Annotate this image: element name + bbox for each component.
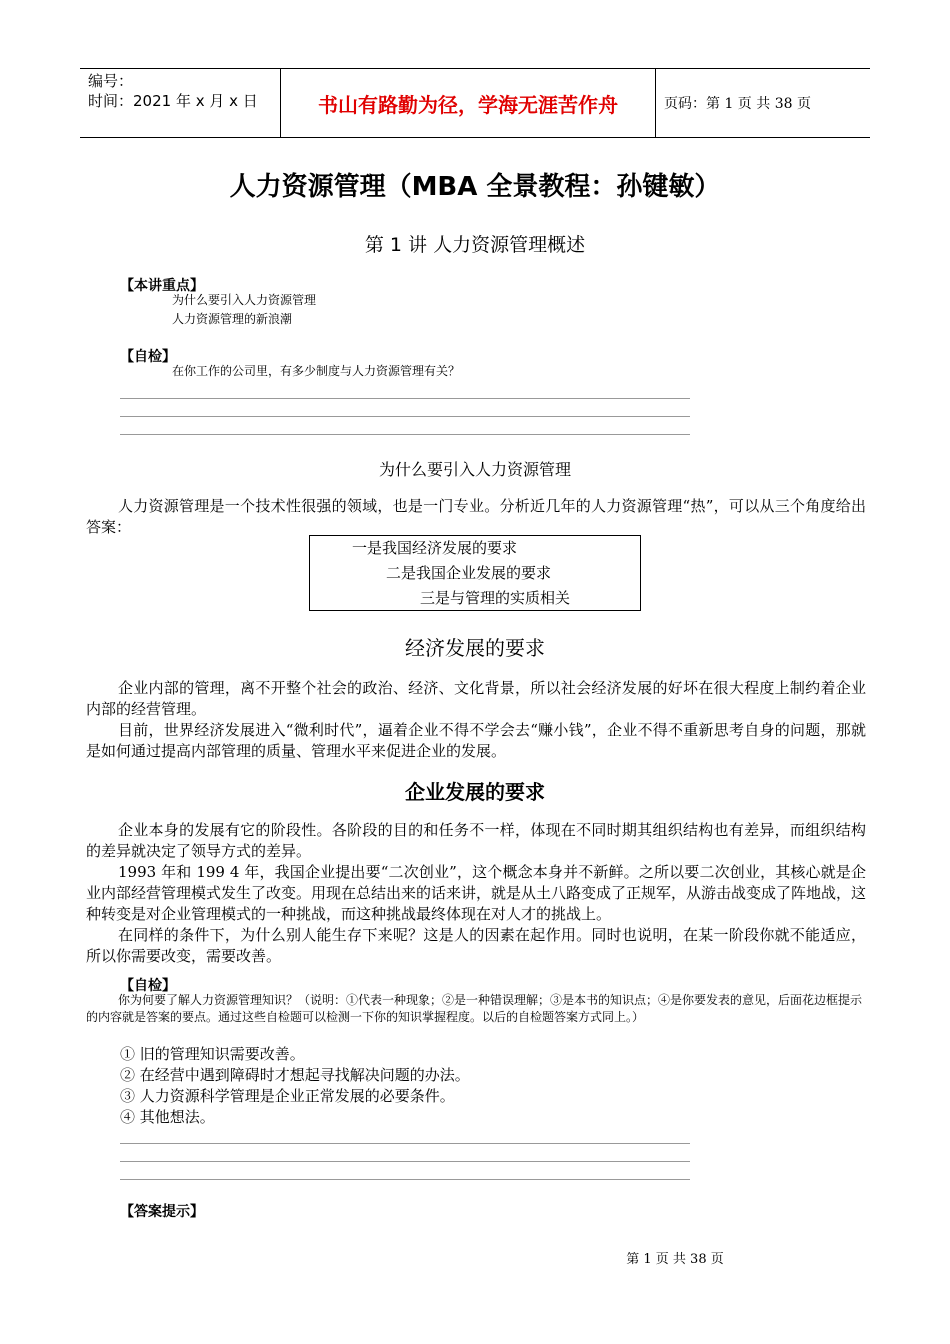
self-check-question: 你为何要了解人力资源管理知识？（说明：①代表一种现象；②是一种错误理解；③是本书的知识点；④是你要发表的意见，后面花边框提示的内容就是答案的要点。通过这些自检题可以检测一下你的知识掌握程度。以后的自检题答案方式同上。） bbox=[86, 993, 863, 1024]
option-item: ② 在经营中遇到障碍时才想起寻找解决问题的办法。 bbox=[120, 1066, 470, 1084]
section-paragraph: 在同样的条件下，为什么别人能生存下来呢？这是人的因素在起作用。同时也说明，在某一阶段你就不能适应，所以你需要改变，需要改善。 bbox=[86, 926, 866, 965]
section-heading-enterprise: 企业发展的要求 bbox=[405, 780, 545, 804]
page-header bbox=[80, 68, 870, 138]
self-check-question: 在你工作的公司里，有多少制度与人力资源管理有关？ bbox=[172, 364, 461, 378]
answer-line bbox=[120, 1143, 690, 1144]
key-points-label: 【本讲重点】 bbox=[120, 278, 204, 294]
option-item: ③ 人力资源科学管理是企业正常发展的必要条件。 bbox=[120, 1087, 455, 1105]
reasons-box bbox=[309, 535, 641, 611]
answer-hint-label: 【答案提示】 bbox=[120, 1204, 204, 1220]
self-check-label: 【自检】 bbox=[120, 349, 176, 365]
lecture-title: 第 1 讲 人力资源管理概述 bbox=[364, 234, 586, 256]
option-item: ① 旧的管理知识需要改善。 bbox=[120, 1045, 305, 1063]
reason-item: 三是与管理的实质相关 bbox=[420, 589, 571, 607]
section-paragraph: 目前，世界经济发展进入“微利时代”，逼着企业不得不学会去“赚小钱”，企业不得不重新思考自身的问题，那就是如何通过提高内部管理的质量、管理水平来促进企业的发展。 bbox=[86, 721, 866, 760]
key-point-item: 为什么要引入人力资源管理 bbox=[172, 293, 317, 307]
section-heading-economy: 经济发展的要求 bbox=[405, 636, 545, 660]
answer-line bbox=[120, 416, 690, 417]
key-point-item: 人力资源管理的新浪潮 bbox=[172, 312, 293, 326]
answer-line bbox=[120, 398, 690, 399]
header-motto: 书山有路勤为径，学海无涯苦作舟 bbox=[280, 69, 656, 137]
option-item: ④ 其他想法。 bbox=[120, 1108, 215, 1126]
section-paragraph: 企业内部的管理，离不开整个社会的政治、经济、文化背景，所以社会经济发展的好坏在很大程度上制约着企业内部的经营管理。 bbox=[86, 679, 866, 718]
section-paragraph: 1993 年和 199 4 年，我国企业提出要“二次创业”，这个概念本身并不新鲜。之所以要二次创业，其核心就是企业内部经营管理模式发生了改变。用现在总结出来的话来讲，就是从土八路变成了正规军，从游击战变成了阵地战，这种转变是对企业管理模式的一种挑战，而这种挑战最终体现在对人才的挑战上。 bbox=[86, 863, 867, 923]
self-check-label: 【自检】 bbox=[120, 978, 176, 994]
document-number: 编号： bbox=[88, 72, 134, 90]
reason-item: 二是我国企业发展的要求 bbox=[386, 564, 552, 582]
document-date: 时间：2021 年 x 月 x 日 bbox=[88, 92, 258, 110]
document-title: 人力资源管理（MBA 全景教程：孙键敏） bbox=[229, 172, 721, 202]
header-page-info: 页码：第 1 页 共 38 页 bbox=[664, 96, 811, 112]
page-footer: 第 1 页 共 38 页 bbox=[626, 1252, 724, 1267]
answer-line bbox=[120, 1161, 690, 1162]
reason-item: 一是我国经济发展的要求 bbox=[352, 539, 518, 557]
answer-line bbox=[120, 1179, 690, 1180]
header-meta bbox=[88, 71, 278, 111]
answer-line bbox=[120, 434, 690, 435]
section-paragraph: 人力资源管理是一个技术性很强的领域，也是一门专业。分析近几年的人力资源管理“热”，可以从三个角度给出答案： bbox=[86, 497, 866, 536]
section-heading-why: 为什么要引入人力资源管理 bbox=[378, 460, 571, 479]
section-paragraph: 企业本身的发展有它的阶段性。各阶段的目的和任务不一样，体现在不同时期其组织结构也有差异，而组织结构的差异就决定了领导方式的差异。 bbox=[86, 821, 866, 860]
